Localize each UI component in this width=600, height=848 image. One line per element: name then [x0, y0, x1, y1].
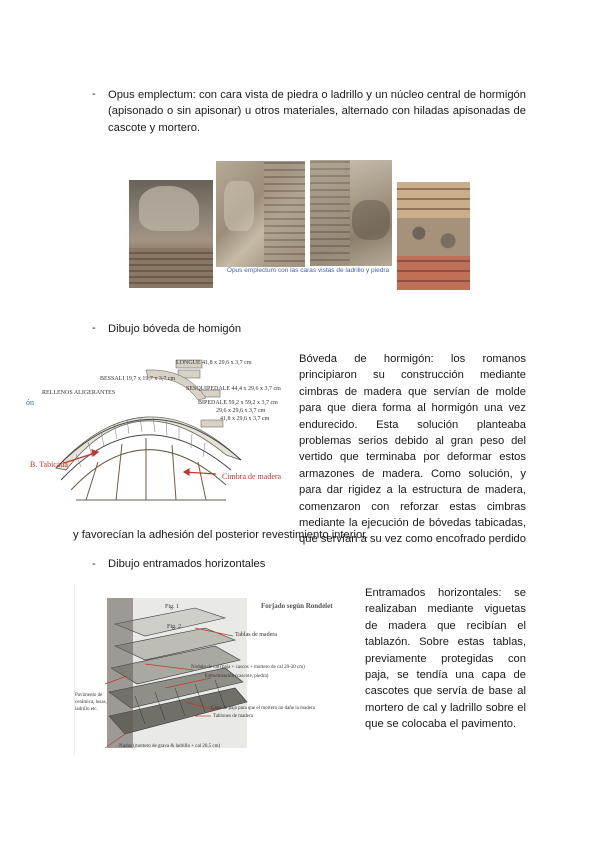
brick-label-1: LONGUE 41,8 x 29,6 x 3,7 cm	[176, 360, 252, 366]
photos-caption: Opus emplectum con las caras vistas de ladrillo y piedra	[226, 267, 390, 274]
capa-label: Capa de paja para que el mortero no dañe la madera	[211, 706, 315, 711]
photo-roman-wall-3	[310, 160, 392, 266]
tabicada-label: B. Tabicada	[30, 460, 68, 469]
boveda-paragraph: Bóveda de hormigón: los romanos principiaron su construcción mediante cimbras de madera que servían de molde para que diera forma al hormigón una vez endurecido. Esta solución planteaba problemas serios debido al gran peso del vertido que terminaba por deformar estos armazones de madera. Como solución, y para dar rigidez a la estructura de madera, comenzaron con reforzar estas cimbras mediante la ejecución de bóvedas tabicadas, que servían a su vez como encofrado perdido	[299, 353, 526, 546]
tablones-label: Tablones de madera	[213, 714, 253, 719]
nodulo-label: Nodulo de cal (paja + cascos + mortero de cal 20-30 cm)	[191, 665, 305, 670]
brick-label-6: 29,6 x 29,6 x 3,7 cm	[216, 408, 266, 414]
opus-emplectum-photos	[129, 158, 470, 290]
photo-roman-wall-2	[216, 161, 305, 267]
entramados-figure	[74, 584, 352, 756]
tabla-label: Tablas de madera	[235, 632, 277, 638]
estructura-label: Estructuración (cascote, piedra)	[205, 674, 269, 679]
pavimento-label: Pavimento de cerámica, losas, ladrillo etc.	[75, 693, 107, 712]
boveda-heading: Dibujo bóveda de homigón	[108, 323, 242, 335]
boveda-drawing	[26, 350, 284, 510]
bullet-dash: -	[92, 88, 96, 100]
brick-label-7: 41,8 x 29,6 x 3,7 cm	[220, 416, 270, 422]
photo-roman-wall-4	[397, 182, 470, 290]
fig-label-1: Fig. 1	[165, 604, 180, 610]
opus-emplectum-paragraph: Opus emplectum: con cara vista de piedra o ladrillo y un núcleo central de hormigón (apisonado o sin apisonar) u otros materiales, alternado con hiladas apisonadas de cascote y mortero.	[108, 89, 526, 134]
boveda-paragraph-end: y favorecían la adhesión del posterior revestimiento interior.	[73, 529, 369, 541]
fig-label-2: Fig. 2	[167, 624, 182, 630]
figure-title: Forjado según Rondelet	[261, 602, 333, 610]
photo-roman-wall-1	[129, 180, 213, 288]
cut-label: ón	[26, 398, 34, 407]
bullet-dash: -	[92, 558, 96, 570]
brick-label-5: BIPEDALE 59,2 x 59,2 x 3,7 cm	[198, 400, 278, 406]
bullet-dash: -	[92, 322, 96, 334]
entramados-heading: Dibujo entramados horizontales	[108, 558, 266, 570]
cimbra-label: Cimbra de madera	[222, 472, 282, 481]
brick-label-4: SESQUIPEDALE 44,4 x 29,6 x 3,7 cm	[186, 386, 281, 392]
brick-label-3: RELLENOS ALIGERANTES	[42, 390, 116, 396]
nudus-label: Nudus (mortero de grava & ladrillo + cal 20,5 cm)	[119, 744, 221, 749]
vault-illustration	[26, 350, 284, 510]
brick-label-2: BESSALI 19,7 x 19,7 x 3,7 cm	[100, 376, 176, 382]
entramados-paragraph: Entramados horizontales: se realizaban mediante viguetas de madera que recibían el tablazón. Sobre estas tablas, previamente protegidas con paja, se tendía una capa de cascotes que servía de base al mortero de cal y ladrillo sobre el que se colocaba el pavimento.	[365, 587, 526, 731]
